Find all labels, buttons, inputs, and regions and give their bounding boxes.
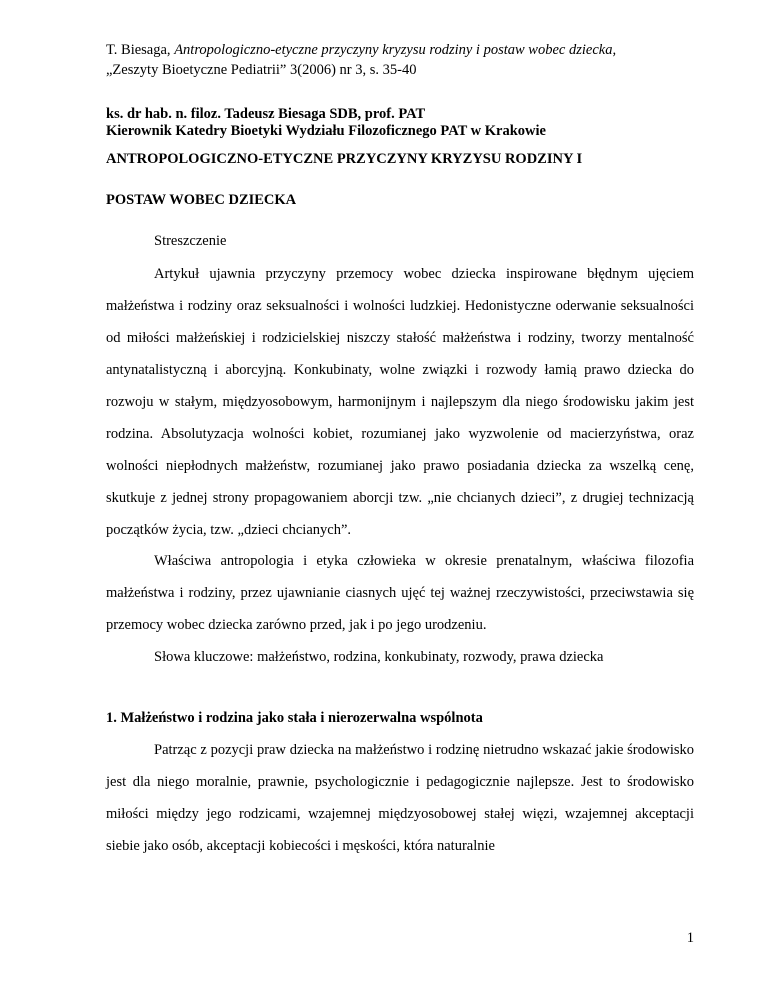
abstract-paragraph-1: Artykuł ujawnia przyczyny przemocy wobec dziecka inspirowane błędnym ujęciem małżeństwa i rodziny oraz seksualności i wolności ludzkiej. Hedonistyczne oderwanie seksualności od miłości małżeńskiej i rodzicielskiej niszczy stałość małżeństwa i rodziny, tworzy mentalność antynatalistyczną i aborcyjną. Konkubinaty, wolne związki i rozwody łamią prawo dziecka do rozwoju w stałym, międzyosobowym, harmonijnym i najlepszym dla niego środowisku jakim jest rodzina. Absolutyzacja wolności kobiet, rozumianej jako wyzwolenie od macierzyństwa, oraz wolności niepłodnych małżeństw, rozumianej jako prawo posiadania dziecka za wszelką cenę, skutkuje z jednej strony propagowaniem aborcji tzw. „nie chcianych dzieci”, z drugiej technizacją początków życia, tzw. „dzieci chcianych”.	[106, 266, 694, 538]
keywords: Słowa kluczowe: małżeństwo, rodzina, konkubinaty, rozwody, prawa dziecka	[154, 649, 604, 665]
citation-source: „Zeszyty Bioetyczne Pediatrii” 3(2006) nr 3, s. 35-40	[106, 62, 417, 78]
citation-title: Antropologiczno-etyczne przyczyny kryzysu rodziny i postaw wobec dziecka,	[174, 42, 617, 58]
author-affiliation: Kierownik Katedry Bioetyki Wydziału Filozoficznego PAT w Krakowie	[106, 123, 546, 139]
author-name: ks. dr hab. n. filoz. Tadeusz Biesaga SDB, prof. PAT	[106, 106, 426, 122]
document-page	[106, 0, 694, 994]
article-title-line-1: ANTROPOLOGICZNO-ETYCZNE PRZYCZYNY KRYZYSU RODZINY I	[106, 151, 583, 167]
page-number: 1	[686, 930, 694, 946]
section-paragraph: Patrząc z pozycji praw dziecka na małżeństwo i rodzinę nietrudno wskazać jakie środowisko jest dla niego moralnie, prawnie, psychologicznie i pedagogicznie najlepsze. Jest to środowisko miłości między jego rodzicami, wzajemnej międzyosobowej stałej więzi, wzajemnej akceptacji siebie jako osób, akceptacji kobiecości i męskości, która naturalnie	[106, 742, 694, 854]
citation-author: T. Biesaga,	[106, 42, 175, 58]
abstract-paragraph-2: Właściwa antropologia i etyka człowieka w okresie prenatalnym, właściwa filozofia małżeństwa i rodziny, przez ujawnianie ciasnych ujęć tej ważnej rzeczywistości, przeciwstawia się przemocy wobec dziecka zarówno przed, jak i po jego urodzeniu.	[106, 553, 694, 633]
citation	[106, 40, 694, 80]
author-block	[106, 106, 694, 140]
section-heading: 1. Małżeństwo i rodzina jako stała i nierozerwalna wspólnota	[106, 710, 483, 726]
article-title-line-2: POSTAW WOBEC DZIECKA	[106, 192, 297, 208]
abstract-label: Streszczenie	[154, 233, 227, 249]
